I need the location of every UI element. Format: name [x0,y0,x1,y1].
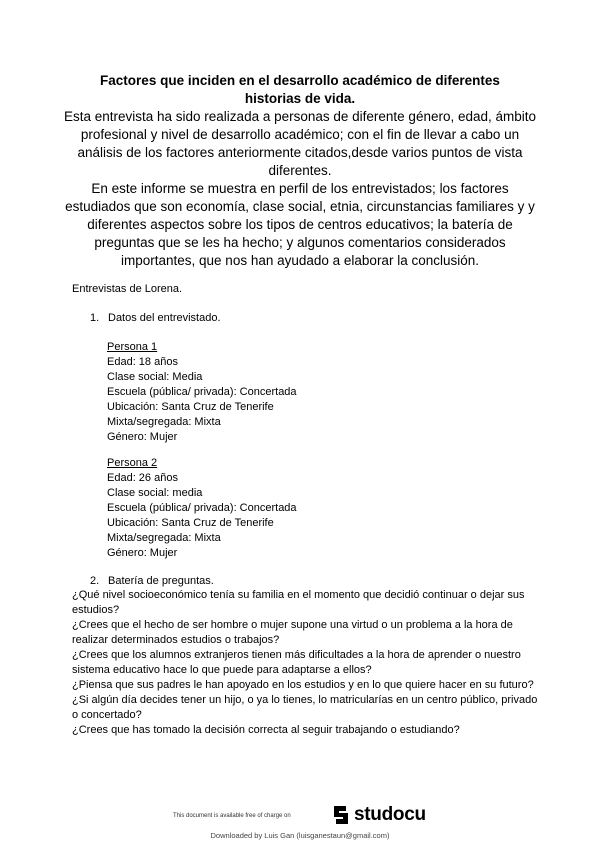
intro-paragraph-2: En este informe se muestra en perfil de los entrevistados; los factores estudiados que son economía, clase social, etnia, circunstancias familiares y y diferentes aspectos sobre los tipos de centros educativos; la batería de preguntas que se les ha hecho; y algunos comentarios considerados importantes, que nos han ayudado a elaborar la conclusión. [65,181,535,268]
person-2-social-class: Clase social: media [107,487,203,499]
footer-download-info: Downloaded by Luis Gan (luisganestaun@gmail.com) [210,831,390,840]
section-2-title: Batería de preguntas. [108,575,214,587]
question-item: ¿Crees que has tomado la decisión correcta al seguir trabajando o estudiando? [72,724,460,736]
person-1-school: Escuela (pública/ privada): Concertada [107,386,297,398]
question-item: ¿Crees que el hecho de ser hombre o mujer supone una virtud o un problema a la hora de realizar determinados estudios o trabajos? [72,619,513,646]
intro-text [62,108,538,270]
person-1-heading: Persona 1 [107,341,158,353]
person-2-school: Escuela (pública/ privada): Concertada [107,502,297,514]
person-2-profile [107,456,297,561]
person-2-heading: Persona 2 [107,457,158,469]
intro-paragraph-1: Esta entrevista ha sido realizada a personas de diferente género, edad, ámbito profesional y nivel de desarrollo académico; con el fin de llevar a cabo un análisis de los factores anteriormente citados,desde varios puntos de vista diferentes. [63,109,537,178]
question-item: ¿Piensa que sus padres le han apoyado en los estudios y en lo que quiere hacer en su futuro? [72,679,534,691]
question-item: ¿Si algún día decides tener un hijo, o ya lo tienes, lo matricularías en un centro público, privado o concertado? [72,694,538,721]
section-2-heading [90,574,214,589]
person-1-social-class: Clase social: Media [107,371,203,383]
interviews-label: Entrevistas de Lorena. [72,283,183,295]
section-2-number: 2. [90,575,100,587]
section-1-title: Datos del entrevistado. [108,312,221,324]
title-line-2: historias de vida. [244,91,356,106]
studocu-logo-icon [331,804,351,826]
footer-availability-text: This document is available free of charge on [173,813,291,819]
studocu-logo[interactable] [331,803,426,827]
person-2-gender: Género: Mujer [107,547,178,559]
person-1-profile [107,340,297,445]
question-item: ¿Qué nivel socioeconómico tenía su familia en el momento que decidió continuar o dejar sus estudios? [72,589,525,616]
person-1-gender: Género: Mujer [107,431,178,443]
question-list [72,588,542,738]
person-1-age: Edad: 18 años [107,356,178,368]
person-2-mixed: Mixta/segregada: Mixta [107,532,221,544]
section-1-heading [90,311,221,326]
person-1-location: Ubicación: Santa Cruz de Tenerife [107,401,274,413]
person-2-location: Ubicación: Santa Cruz de Tenerife [107,517,274,529]
studocu-brand-text: studocu [354,804,426,825]
question-item: ¿Crees que los alumnos extranjeros tienen más dificultades a la hora de aprender o nuestro sistema educativo hace lo que puede para adaptarse a ellos? [72,649,521,676]
person-2-age: Edad: 26 años [107,472,178,484]
person-1-mixed: Mixta/segregada: Mixta [107,416,221,428]
title-line-1: Factores que inciden en el desarrollo académico de diferentes [100,73,500,88]
section-1-number: 1. [90,312,100,324]
document-title [70,72,530,108]
